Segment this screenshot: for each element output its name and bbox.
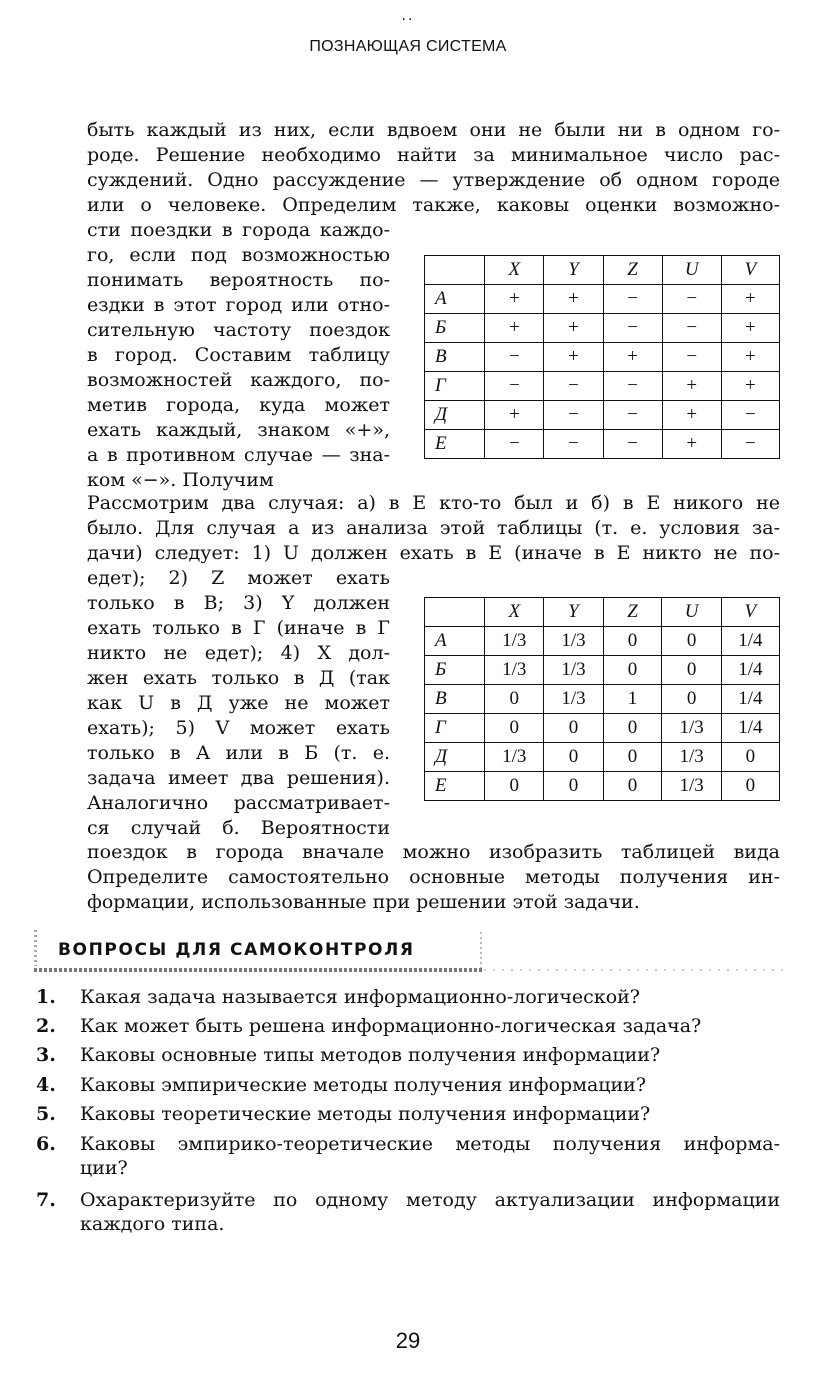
text-line: никто не едет); 4) X дол- <box>87 642 390 664</box>
header-dots: .. <box>401 8 415 24</box>
table-cell: − <box>603 314 662 343</box>
text-line: го, если под возможностью <box>87 244 390 266</box>
table-cell: 1 <box>603 685 662 714</box>
table-cell: 0 <box>603 772 662 801</box>
row-label-cell: Б <box>425 314 485 343</box>
table-cell: − <box>544 430 603 459</box>
text-line: сительную частоту поездок <box>87 319 390 341</box>
table-cell: 1/3 <box>485 656 544 685</box>
question-text <box>80 1043 780 1067</box>
text-line: ездки в этот город или отно- <box>87 294 390 316</box>
table-cell: + <box>485 401 544 430</box>
question-line: ции? <box>80 1157 128 1179</box>
question-text <box>80 1132 780 1180</box>
table-cell: 1/4 <box>721 656 779 685</box>
section-title: ВОПРОСЫ ДЛЯ САМОКОНТРОЛЯ <box>58 940 415 960</box>
table-cell: − <box>544 401 603 430</box>
text-line: жен ехать только в Д (так <box>87 667 390 689</box>
table-cell: 1/4 <box>721 685 779 714</box>
table-cell: − <box>721 401 779 430</box>
table-header-cell: Y <box>544 598 603 627</box>
table-cell <box>425 256 485 285</box>
table-cell: + <box>721 314 779 343</box>
table-row <box>425 314 780 343</box>
question-number: 1. <box>36 986 56 1008</box>
table-header-cell: Z <box>603 598 662 627</box>
table-cell: + <box>544 314 603 343</box>
table-cell: 0 <box>485 772 544 801</box>
table-cell: 0 <box>721 772 779 801</box>
question-line: Каковы эмпирические методы получения информации? <box>80 1074 647 1096</box>
table-header-cell: X <box>485 598 544 627</box>
text-line: Аналогично рассматривает- <box>87 792 390 814</box>
table-cell: 0 <box>544 772 603 801</box>
row-label-cell: Д <box>425 743 485 772</box>
text-line: метив города, куда может <box>87 394 390 416</box>
table-cell: + <box>485 314 544 343</box>
text-line: понимать вероятность по- <box>87 269 390 291</box>
possibility-table <box>424 255 780 459</box>
table-cell: + <box>662 401 721 430</box>
table-cell: + <box>544 343 603 372</box>
row-label-cell: В <box>425 343 485 372</box>
text-line: задача имеет два решения). <box>87 767 390 789</box>
table-header-cell: Z <box>603 256 662 285</box>
question-number: 7. <box>36 1189 56 1211</box>
text-line: поездок в города вначале можно изобразить таблицей вида <box>87 841 780 863</box>
table-cell: − <box>603 285 662 314</box>
text-line: как U в Д уже не может <box>87 692 390 714</box>
table-cell: − <box>662 314 721 343</box>
table-cell: − <box>544 372 603 401</box>
text-line: ся случай б. Вероятности <box>87 817 390 839</box>
table-cell: 1/3 <box>544 627 603 656</box>
table-cell: 0 <box>485 685 544 714</box>
text-line: ехать каждый, знаком «+», <box>87 419 390 441</box>
table-cell: 1/3 <box>662 714 721 743</box>
text-line: Определите самостоятельно основные методы получения ин- <box>87 866 780 888</box>
table-cell: − <box>485 372 544 401</box>
table-cell: 1/3 <box>485 743 544 772</box>
text-line: в город. Составим таблицу <box>87 344 390 366</box>
row-label-cell: Г <box>425 372 485 401</box>
table-cell: 0 <box>662 627 721 656</box>
table-header-row <box>425 256 780 285</box>
question-text <box>80 1102 780 1126</box>
text-line: ехать); 5) V может ехать <box>87 717 390 739</box>
table-header-cell: U <box>662 598 721 627</box>
table-row <box>425 627 780 656</box>
question-number: 2. <box>36 1015 56 1037</box>
table-cell: + <box>485 285 544 314</box>
table-cell: − <box>603 401 662 430</box>
table-row <box>425 343 780 372</box>
table-cell: − <box>485 343 544 372</box>
table-cell: 0 <box>603 656 662 685</box>
section-frame-right <box>480 932 482 968</box>
question-line: Как может быть решена информационно-логическая задача? <box>80 1015 702 1037</box>
table-row <box>425 772 780 801</box>
row-label-cell: Е <box>425 430 485 459</box>
table-cell: 0 <box>544 743 603 772</box>
table-cell: 1/3 <box>485 627 544 656</box>
table-cell <box>425 598 485 627</box>
table-header-cell: Y <box>544 256 603 285</box>
table-cell: 0 <box>603 743 662 772</box>
table-cell: 1/4 <box>721 714 779 743</box>
table-cell: 1/3 <box>544 685 603 714</box>
table-header-cell: V <box>721 598 779 627</box>
probability-table <box>424 597 780 801</box>
running-title: ПОЗНАЮЩАЯ СИСТЕМА <box>309 38 507 55</box>
table-cell: 0 <box>485 714 544 743</box>
question-text <box>80 1014 780 1038</box>
table-cell: 1/3 <box>662 772 721 801</box>
text-line: только в В; 3) Y должен <box>87 592 390 614</box>
table-header-cell: X <box>485 256 544 285</box>
table-cell: 1/3 <box>662 743 721 772</box>
question-text <box>80 1073 780 1097</box>
question-line: Каковы теоретические методы получения информации? <box>80 1103 651 1125</box>
table-cell: 0 <box>662 685 721 714</box>
table-header-cell: V <box>721 256 779 285</box>
row-label-cell: А <box>425 627 485 656</box>
table-cell: − <box>603 430 662 459</box>
row-label-cell: Д <box>425 401 485 430</box>
table-cell: 0 <box>544 714 603 743</box>
text-line: а в противном случае — зна- <box>87 444 390 466</box>
table-cell: + <box>603 343 662 372</box>
text-line: было. Для случая а из анализа этой таблицы (т. е. условия за- <box>87 517 780 539</box>
question-line: Охарактеризуйте по одному методу актуализации информации <box>80 1189 780 1211</box>
row-label-cell: А <box>425 285 485 314</box>
text-line: Рассмотрим два случая: а) в Е кто-то был и б) в Е никого не <box>87 492 780 514</box>
text-line: только в А или в Б (т. е. <box>87 742 390 764</box>
table-cell: 0 <box>662 656 721 685</box>
table-cell: 0 <box>721 743 779 772</box>
text-line: ком «−». Получим <box>87 469 274 491</box>
question-line: Каковы эмпирико-теоретические методы получения информа- <box>80 1133 780 1155</box>
page-number: 29 <box>395 1328 421 1353</box>
table-row <box>425 430 780 459</box>
text-line: едет); 2) Z может ехать <box>87 567 390 589</box>
text-line: формации, использованные при решении этой задачи. <box>87 891 640 913</box>
table-cell: 0 <box>603 627 662 656</box>
question-number: 4. <box>36 1074 56 1096</box>
question-text <box>80 1188 780 1236</box>
row-label-cell: Е <box>425 772 485 801</box>
text-line: роде. Решение необходимо найти за минимальное число рас- <box>87 144 780 166</box>
question-number: 6. <box>36 1133 56 1155</box>
table-row <box>425 656 780 685</box>
text-line: или о человеке. Определим также, каковы оценки возможно- <box>87 194 780 216</box>
question-line: Какая задача называется информационно-логической? <box>80 986 640 1008</box>
table-cell: − <box>721 430 779 459</box>
row-label-cell: Г <box>425 714 485 743</box>
table-cell: − <box>603 372 662 401</box>
table-cell: 1/4 <box>721 627 779 656</box>
table-cell: − <box>485 430 544 459</box>
table-cell: + <box>662 372 721 401</box>
table-row <box>425 372 780 401</box>
question-number: 5. <box>36 1103 56 1125</box>
table-row <box>425 285 780 314</box>
text-line: суждений. Одно рассуждение — утверждение об одном городе <box>87 169 780 191</box>
table-cell: 1/3 <box>544 656 603 685</box>
table-row <box>425 714 780 743</box>
section-frame-left <box>34 930 37 966</box>
question-number: 3. <box>36 1044 56 1066</box>
table-cell: − <box>662 343 721 372</box>
text-line: возможностей каждого, по- <box>87 369 390 391</box>
table-row <box>425 401 780 430</box>
table-cell: + <box>544 285 603 314</box>
table-cell: + <box>721 285 779 314</box>
section-underline-faint <box>484 969 784 971</box>
text-line: сти поездки в города каждо- <box>87 219 390 241</box>
question-line: Каковы основные типы методов получения информации? <box>80 1044 661 1066</box>
section-underline <box>34 968 484 972</box>
row-label-cell: Б <box>425 656 485 685</box>
row-label-cell: В <box>425 685 485 714</box>
table-row <box>425 743 780 772</box>
text-line: ехать только в Г (иначе в Г <box>87 617 390 639</box>
table-cell: + <box>662 430 721 459</box>
table-cell: + <box>721 343 779 372</box>
table-cell: − <box>662 285 721 314</box>
question-line: каждого типа. <box>80 1213 225 1235</box>
text-line: дачи) следует: 1) U должен ехать в Е (иначе в Е никто не по- <box>87 542 780 564</box>
table-cell: 0 <box>603 714 662 743</box>
table-header-cell: U <box>662 256 721 285</box>
question-text <box>80 985 780 1009</box>
table-row <box>425 685 780 714</box>
table-header-row <box>425 598 780 627</box>
text-line: быть каждый из них, если вдвоем они не были ни в одном го- <box>87 119 780 141</box>
table-cell: + <box>721 372 779 401</box>
